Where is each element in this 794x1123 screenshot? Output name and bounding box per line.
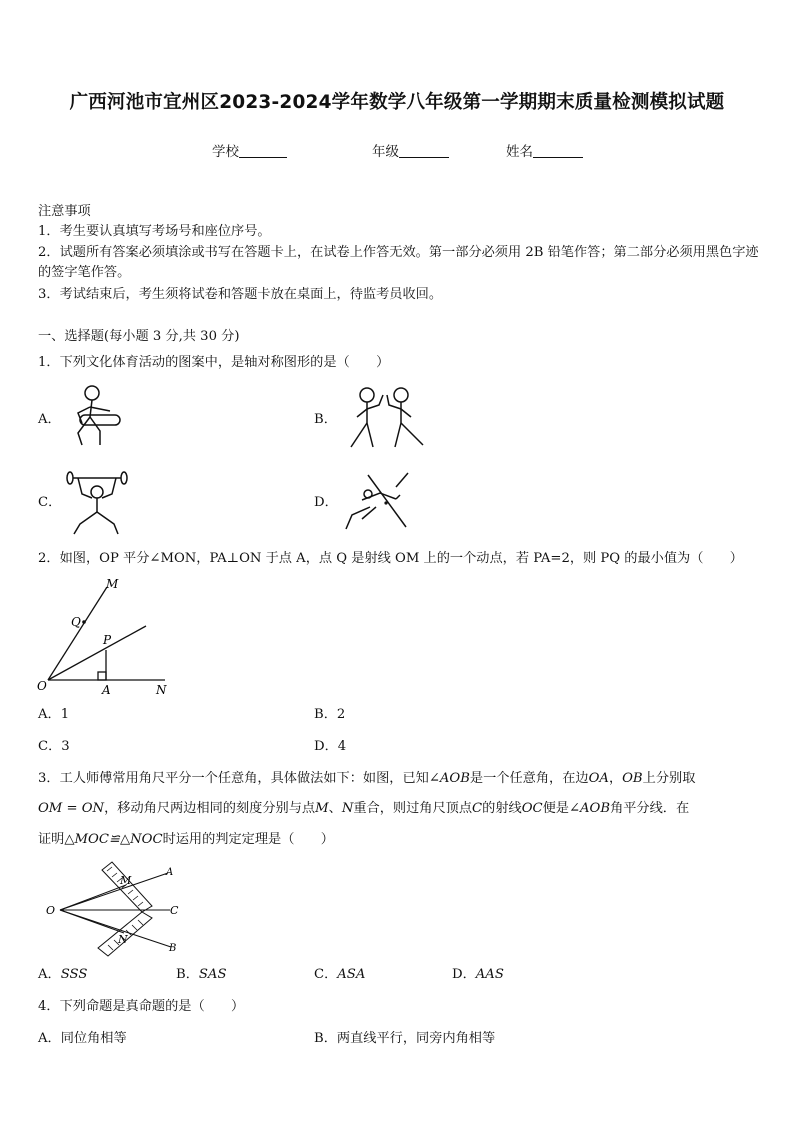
q2-option-c[interactable]: C．3 bbox=[38, 739, 70, 754]
q1-figure-d bbox=[340, 467, 420, 535]
q3-option-d[interactable] bbox=[452, 965, 504, 985]
q3-text: ，移动角尺两边相同的刻度分别与点 bbox=[104, 801, 316, 816]
school-label: 学校 bbox=[212, 144, 239, 160]
q2-label-o: O bbox=[37, 679, 47, 693]
q2-label-a: A bbox=[102, 683, 111, 697]
notice-item-3: 3．考试结束后，考生须将试卷和答题卡放在桌面上，待监考员收回。 bbox=[38, 287, 443, 302]
q2-label-q: Q bbox=[71, 615, 81, 629]
notice-item-2: 2．试题所有答案必须填涂或书写在答题卡上，在试卷上作答无效。第一部分必须用 2B 铅笔作答；第二部分必须用黑色字迹的签字笔作答。 bbox=[38, 245, 759, 280]
q3-label-n: N bbox=[118, 933, 128, 946]
q3-label-a: A bbox=[166, 867, 174, 878]
q3-math: OB bbox=[622, 771, 643, 786]
q2-label-p: P bbox=[103, 633, 112, 647]
school-blank[interactable] bbox=[239, 143, 287, 158]
q3-option-letter: A． bbox=[38, 967, 61, 982]
q3-text: 角平分线．在 bbox=[610, 801, 690, 816]
notice-item-1: 1．考生要认真填写考场号和座位序号。 bbox=[38, 224, 271, 239]
q3-figure bbox=[44, 860, 189, 960]
q3-math: M bbox=[315, 801, 329, 816]
grade-label: 年级 bbox=[372, 144, 399, 160]
q3-label-o: O bbox=[46, 904, 56, 917]
q1-figure-a bbox=[70, 383, 130, 453]
q3-option-value: AAS bbox=[475, 967, 504, 982]
q3-option-value: ASA bbox=[337, 967, 366, 982]
q2-option-b[interactable]: B．2 bbox=[314, 707, 346, 722]
exam-title: 广西河池市宜州区2023-2024学年数学八年级第一学期期末质量检测模拟试题 bbox=[69, 92, 725, 113]
q3-option-value: SAS bbox=[198, 967, 227, 982]
q3-math: OC bbox=[521, 801, 543, 816]
name-label: 姓名 bbox=[506, 144, 533, 160]
q3-line-1 bbox=[38, 769, 695, 789]
q2-stem: 2．如图，OP 平分∠MON，PA⊥ON 于点 A，点 Q 是射线 OM 上的一个动点，若 PA=2，则 PQ 的最小值为（ ） bbox=[38, 551, 743, 566]
q3-math: N bbox=[341, 801, 354, 816]
q3-line-2 bbox=[38, 799, 689, 819]
q3-math: ∠AOB bbox=[568, 801, 611, 816]
q3-text: 、 bbox=[328, 801, 342, 816]
q2-figure bbox=[34, 574, 179, 702]
notice-heading: 注意事项 bbox=[38, 204, 91, 219]
q1-figure-c bbox=[62, 468, 132, 536]
q3-option-b[interactable] bbox=[176, 965, 226, 985]
q3-text: ， bbox=[608, 771, 623, 786]
q3-option-value: SSS bbox=[60, 967, 88, 982]
q1-option-c[interactable]: C． bbox=[38, 495, 62, 510]
q3-option-letter: B． bbox=[176, 967, 199, 982]
grade-blank[interactable] bbox=[399, 143, 449, 158]
name-field bbox=[506, 140, 583, 160]
q1-figure-b bbox=[345, 383, 430, 451]
q3-text: 时运用的判定定理是（ ） bbox=[162, 832, 334, 847]
q3-math: △MOC≌△NOC bbox=[64, 832, 163, 847]
q3-label-m: M bbox=[120, 874, 132, 887]
name-blank[interactable] bbox=[533, 143, 583, 158]
q3-option-letter: D． bbox=[452, 967, 476, 982]
q4-stem: 4．下列命题是真命题的是（ ） bbox=[38, 999, 245, 1014]
q3-math: C bbox=[472, 801, 483, 816]
q3-math: ∠AOB bbox=[428, 771, 470, 786]
q2-option-a[interactable]: A．1 bbox=[38, 707, 70, 722]
q3-option-letter: C． bbox=[314, 967, 338, 982]
q3-option-a[interactable] bbox=[38, 965, 87, 985]
q4-option-a[interactable]: A．同位角相等 bbox=[38, 1031, 127, 1046]
q2-option-d[interactable]: D．4 bbox=[314, 739, 347, 754]
section-heading: 一、选择题(每小题 3 分,共 30 分) bbox=[38, 329, 240, 344]
q3-label-b: B bbox=[169, 943, 177, 954]
school-field bbox=[212, 140, 287, 160]
q4-option-b[interactable]: B．两直线平行，同旁内角相等 bbox=[314, 1031, 496, 1046]
q3-text: 3．工人师傅常用角尺平分一个任意角，具体做法如下：如图，已知 bbox=[38, 771, 429, 786]
q3-label-c: C bbox=[170, 904, 179, 917]
q2-label-n: N bbox=[156, 683, 167, 697]
q1-option-d[interactable]: D． bbox=[314, 495, 338, 510]
q3-math: OA bbox=[588, 771, 609, 786]
q3-line-3 bbox=[38, 830, 334, 850]
q3-text: 是一个任意角，在边 bbox=[469, 771, 589, 786]
q2-label-m: M bbox=[106, 577, 119, 591]
q3-text: 重合，则过角尺顶点 bbox=[353, 801, 473, 816]
q3-text: 证明 bbox=[38, 832, 65, 847]
q3-text: 上分别取 bbox=[642, 771, 696, 786]
grade-field bbox=[372, 140, 449, 160]
q3-math: OM = ON bbox=[38, 801, 105, 816]
q3-text: 便是 bbox=[542, 801, 569, 816]
q1-option-a[interactable]: A． bbox=[38, 412, 61, 427]
q3-option-c[interactable] bbox=[314, 965, 365, 985]
q3-text: 的射线 bbox=[482, 801, 522, 816]
q1-stem: 1．下列文化体育活动的图案中，是轴对称图形的是（ ） bbox=[38, 355, 390, 370]
q1-option-b[interactable]: B． bbox=[314, 412, 337, 427]
